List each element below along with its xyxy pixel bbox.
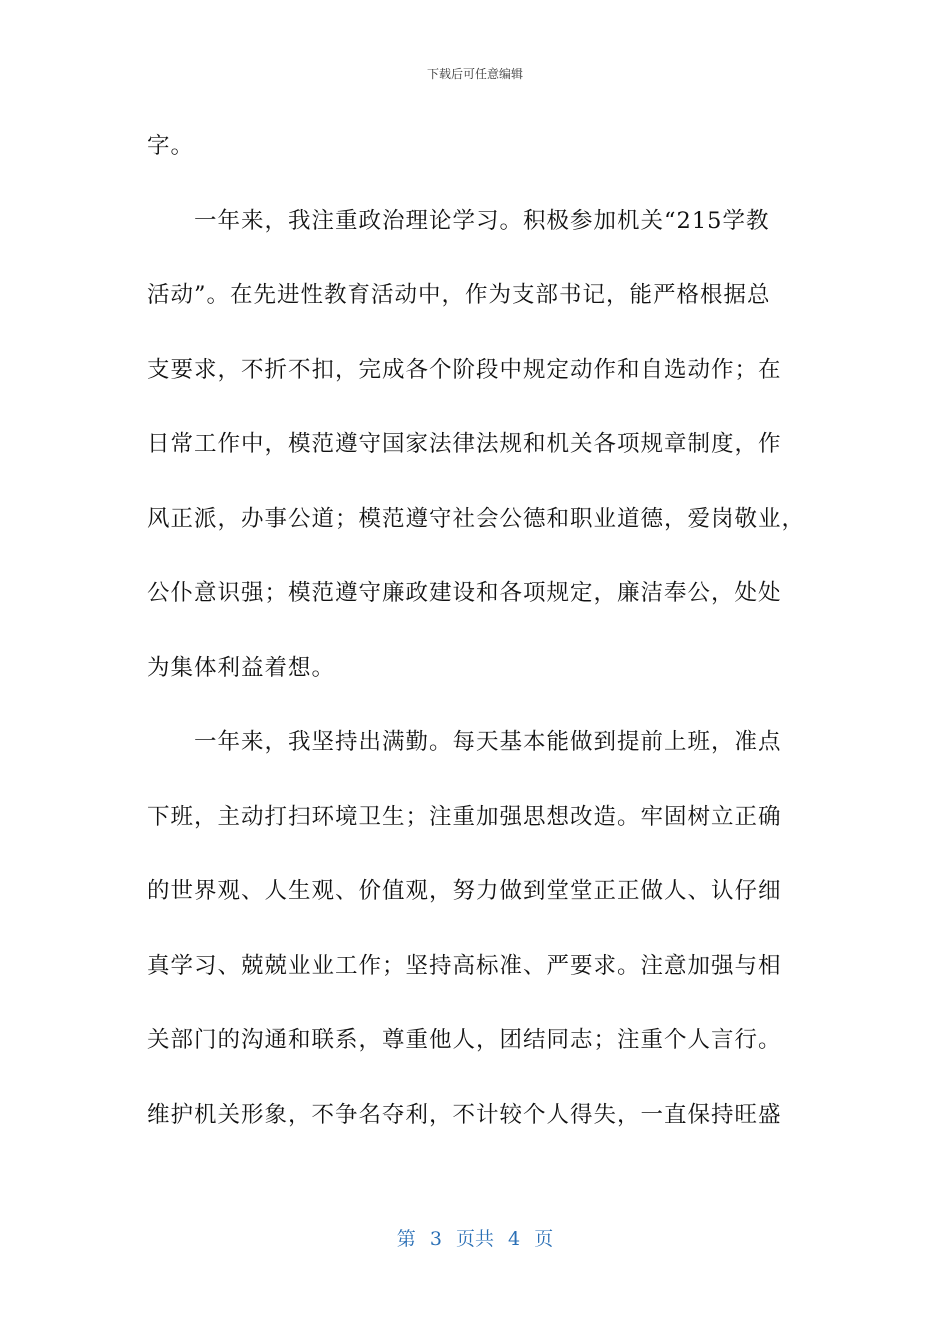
text-line: 下班，主动打扫环境卫生；注重加强思想改造。牢固树立正确 (147, 803, 782, 830)
text-line: 字。 (147, 133, 195, 159)
footer-mid: 页共 (455, 1228, 494, 1250)
page-header: 下载后可任意编辑 (426, 67, 523, 81)
text-line: 日常工作中，模范遵守国家法律法规和机关各项规章制度，作 (147, 431, 782, 457)
text-line: 公仆意识强；模范遵守廉政建设和各项规定，廉洁奉公，处处 (147, 580, 782, 606)
page-footer (0, 1225, 950, 1253)
paragraph-start-line: 一年来，我坚持出满勤。每天基本能做到提前上班，准点 (194, 729, 782, 755)
text-line: 的世界观、人生观、价值观，努力做到堂堂正正做人、认仔细 (147, 878, 782, 904)
text-line: 维护机关形象，不争名夺利，不计较个人得失，一直保持旺盛 (147, 1101, 782, 1128)
text-line: 为集体利益着想。 (147, 654, 336, 681)
footer-prefix: 第 (396, 1228, 416, 1250)
current-page-number: 3 (429, 1228, 442, 1250)
text-line: 关部门的沟通和联系，尊重他人，团结同志；注重个人言行。 (147, 1027, 782, 1053)
text-line: 活动”。在先进性教育活动中，作为支部书记，能严格根据总 (147, 282, 771, 308)
footer-suffix: 页 (534, 1228, 554, 1250)
text-line: 支要求，不折不扣，完成各个阶段中规定动作和自选动作；在 (147, 356, 782, 383)
body-text (147, 122, 807, 1165)
text-line: 真学习、兢兢业业工作；坚持高标准、严要求。注意加强与相 (147, 952, 782, 979)
text-line: 风正派，办事公道；模范遵守社会公德和职业道德，爱岗敬业， (147, 505, 806, 532)
total-pages-number: 4 (508, 1228, 521, 1250)
paragraph-start-line: 一年来，我注重政治理论学习。积极参加机关“215学教 (194, 207, 770, 234)
